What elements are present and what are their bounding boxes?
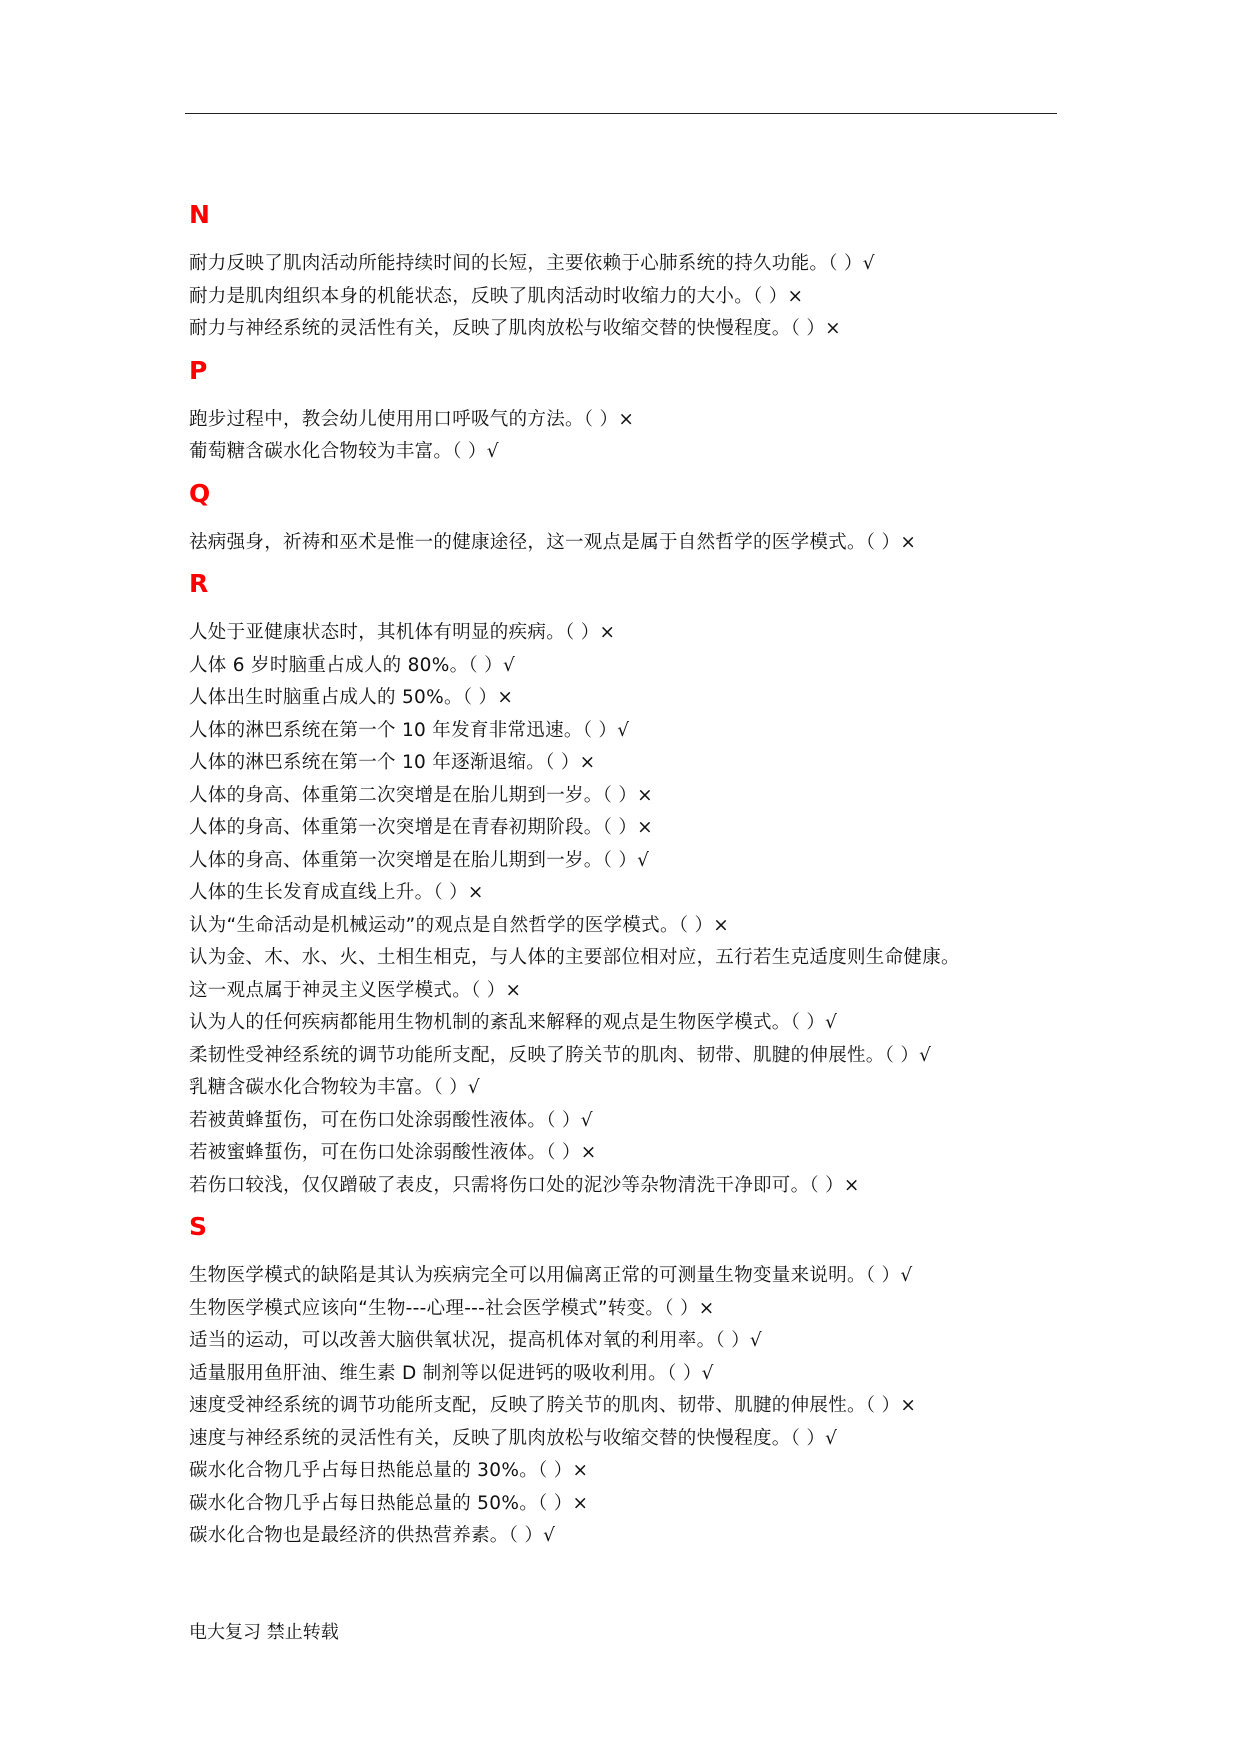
section-letter: Q — [189, 478, 211, 508]
question-item: 人体的淋巴系统在第一个 10 年发育非常迅速。（ ）√ — [189, 719, 630, 741]
question-item: 人体的生长发育成直线上升。（ ）× — [189, 882, 484, 903]
question-list — [189, 1260, 1069, 1553]
question-item: 柔韧性受神经系统的调节功能所支配，反映了胯关节的肌肉、韧带、肌腱的伸展性。（ ）√ — [189, 1044, 932, 1066]
question-item: 速度与神经系统的灵活性有关，反映了肌肉放松与收缩交替的快慢程度。（ ）√ — [189, 1427, 838, 1449]
section-r — [189, 569, 1069, 1202]
question-list — [189, 248, 1069, 346]
question-list — [189, 527, 1069, 560]
question-item: 这一观点属于神灵主义医学模式。（ ）× — [189, 979, 522, 1001]
question-item: 认为金、木、水、火、土相生相克，与人体的主要部位相对应，五行若生克适度则生命健康。 — [189, 947, 960, 968]
question-item: 耐力与神经系统的灵活性有关，反映了肌肉放松与收缩交替的快慢程度。（ ）× — [189, 318, 841, 339]
section-letter: N — [189, 200, 210, 229]
question-item: 适当的运动，可以改善大脑供氧状况，提高机体对氧的利用率。（ ）√ — [189, 1330, 763, 1351]
question-item: 认为人的任何疾病都能用生物机制的紊乱来解释的观点是生物医学模式。（ ）√ — [189, 1012, 838, 1033]
question-item: 生物医学模式应该向“生物---心理---社会医学模式”转变。（ ）× — [189, 1297, 715, 1319]
document-body — [189, 200, 1069, 1563]
question-item: 若被蜜蜂蜇伤，可在伤口处涂弱酸性液体。（ ）× — [189, 1142, 597, 1163]
question-item: 碳水化合物几乎占每日热能总量的 30%。（ ）× — [189, 1460, 589, 1481]
question-item: 人体出生时脑重占成人的 50%。（ ）× — [189, 687, 514, 708]
question-item: 乳糖含碳水化合物较为丰富。（ ）√ — [189, 1077, 481, 1098]
question-list — [189, 404, 1069, 469]
question-item: 认为“生命活动是机械运动”的观点是自然哲学的医学模式。（ ）× — [189, 914, 730, 936]
question-item: 碳水化合物也是最经济的供热营养素。（ ）√ — [189, 1525, 556, 1546]
question-item: 人体 6 岁时脑重占成人的 80%。（ ）√ — [189, 654, 516, 676]
question-item: 人体的身高、体重第一次突增是在胎儿期到一岁。（ ）√ — [189, 849, 650, 871]
page-footer: 电大复习 禁止转载 — [189, 1622, 339, 1643]
question-item: 葡萄糖含碳水化合物较为丰富。（ ）√ — [189, 441, 499, 462]
question-item: 人处于亚健康状态时，其机体有明显的疾病。（ ）× — [189, 622, 616, 643]
question-item: 人体的身高、体重第一次突增是在青春初期阶段。（ ）× — [189, 817, 653, 838]
question-list — [189, 617, 1069, 1202]
question-item: 速度受神经系统的调节功能所支配，反映了胯关节的肌肉、韧带、肌腱的伸展性。（ ）× — [189, 1395, 917, 1416]
section-s — [189, 1212, 1069, 1553]
question-item: 跑步过程中，教会幼儿使用用口呼吸气的方法。（ ）× — [189, 408, 635, 430]
question-item: 碳水化合物几乎占每日热能总量的 50%。（ ）× — [189, 1492, 589, 1514]
question-item: 耐力是肌肉组织本身的机能状态，反映了肌肉活动时收缩力的大小。（ ）× — [189, 285, 804, 307]
section-p — [189, 356, 1069, 469]
question-item: 生物医学模式的缺陷是其认为疾病完全可以用偏离正常的可测量生物变量来说明。（ ）√ — [189, 1265, 913, 1286]
section-n — [189, 200, 1069, 346]
question-item: 若被黄蜂蜇伤，可在伤口处涂弱酸性液体。（ ）√ — [189, 1109, 593, 1131]
section-letter: R — [189, 569, 209, 598]
question-item: 耐力反映了肌肉活动所能持续时间的长短，主要依赖于心肺系统的持久功能。（ ）√ — [189, 253, 875, 274]
question-item: 人体的淋巴系统在第一个 10 年逐渐退缩。（ ）× — [189, 752, 596, 773]
section-q — [189, 479, 1069, 560]
question-item: 若伤口较浅，仅仅蹭破了表皮，只需将伤口处的泥沙等杂物清洗干净即可。（ ）× — [189, 1174, 860, 1196]
question-item: 适量服用鱼肝油、维生素 D 制剂等以促进钙的吸收利用。（ ）√ — [189, 1362, 714, 1384]
header-rule — [185, 113, 1057, 114]
section-letter: P — [189, 355, 208, 385]
question-item: 人体的身高、体重第二次突增是在胎儿期到一岁。（ ）× — [189, 784, 653, 806]
question-item: 祛病强身，祈祷和巫术是惟一的健康途径，这一观点是属于自然哲学的医学模式。（ ）× — [189, 531, 917, 553]
section-letter: S — [189, 1212, 208, 1241]
